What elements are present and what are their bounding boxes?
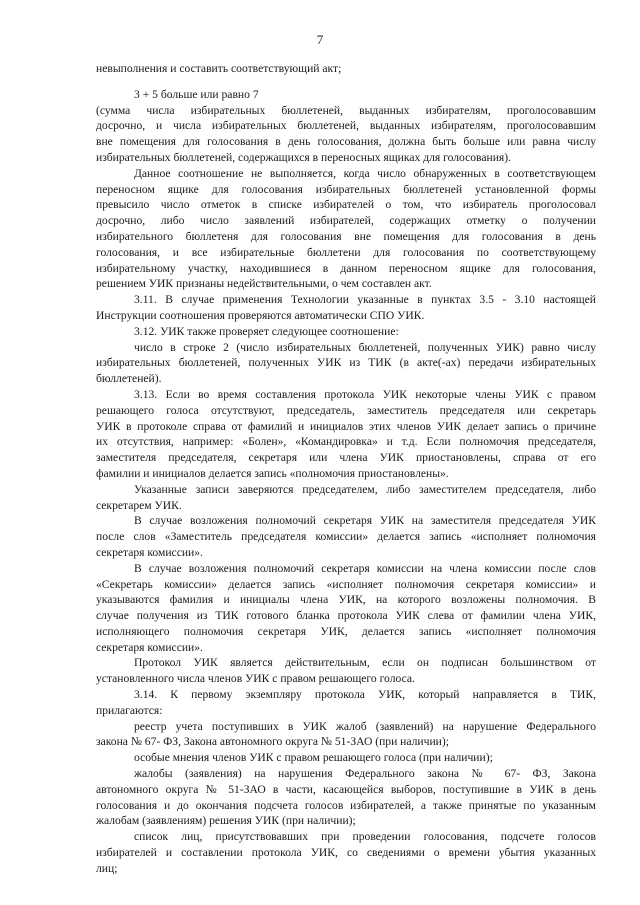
text-line: избирательного бюллетеня для голосования вне помещения для голосования в день [96, 229, 596, 243]
text-line: Указанные записи заверяются председателем, либо заместителем председателя, либо [134, 482, 596, 496]
text-line: избирательных бюллетеней, полученных УИК из ТИК (в акте(-ах) передачи избирательных [96, 356, 596, 370]
text-line: избирательному участку, находившиеся в данном переносном ящике для голосования, [96, 261, 596, 275]
text-line: после слов «Заместитель председателя комиссии» делается запись «исполняет полномочия [96, 530, 596, 544]
text-line: В случае возложения полномочий секретаря комиссии на члена комиссии после слов [134, 561, 596, 575]
text-line: Данное соотношение не выполняется, когда число обнаруженных в соответствующем [134, 166, 596, 180]
text-line: переносном ящике для голосования избирательных бюллетеней установленной формы [96, 182, 596, 196]
text-line: секретаря комиссии». [96, 545, 203, 559]
page-number: 7 [316, 32, 324, 47]
text-line: фамилии и инициалов делается запись «полномочия приостановлены». [96, 466, 449, 480]
text-line: 3 + 5 больше или равно 7 [134, 87, 259, 101]
text-line: «Секретарь комиссии» делается запись «исполняет полномочия секретаря комиссии» и [96, 577, 596, 591]
text-line: решением УИК признаны недействительными, о чем составлен акт. [96, 277, 432, 291]
text-line: жалобам (заявлениям) решения УИК (при наличии); [96, 814, 356, 828]
text-line: невыполнения и составить соответствующий акт; [96, 62, 342, 75]
text-line: Протокол УИК является действительным, если он подписан большинством от [134, 656, 596, 670]
text-line: избирателей и составлении протокола УИК, со сведениями о времени убытия указанных [96, 846, 596, 860]
text-line: УИК в протоколе справа от фамилий и инициалов этих членов УИК делает запись о причине [96, 419, 596, 433]
text-line: их отсутствия, например: «Болен», «Командировка» и т.д. Если полномочия председателя, [96, 435, 596, 449]
text-line: голосования и до окончания подсчета голосов избирателей, а также принятые по указанным [96, 798, 596, 812]
text-line: избирательных бюллетеней, содержащихся в переносных ящиках для голосования). [96, 150, 511, 164]
text-line: особые мнения членов УИК с правом решающего голоса (при наличии); [134, 751, 493, 765]
text-line: указываются фамилия и инициалы члена УИК, на которого возложены полномочия. В [96, 593, 596, 607]
text-line: голосования, и все избирательные бюллетени для голосования по соответствующему [96, 245, 596, 259]
text-line: секретаря комиссии». [96, 640, 203, 654]
text-line: случае получения из ТИК готового бланка протокола УИК слева от фамилии члена УИК, [96, 609, 596, 623]
text-line: (сумма числа избирательных бюллетеней, выданных избирателям, проголосовавшим [96, 103, 596, 117]
text-line: 3.14. К первому экземпляру протокола УИК, который направляется в ТИК, [134, 688, 596, 702]
text-line: список лиц, присутствовавших при проведении голосования, подсчете голосов [134, 830, 596, 844]
text-line: вне помещения для голосования в день голосования, должна быть больше или равна числу [96, 135, 596, 149]
text-line: 3.11. В случае применения Технологии указанные в пунктах 3.5 - 3.10 настоящей [134, 293, 596, 307]
text-line: лиц; [96, 861, 118, 875]
text-line: 3.13. Если во время составления протокола УИК некоторые члены УИК с правом [134, 387, 596, 401]
text-line: закона № 67- ФЗ, Закона автономного округа № 51-ЗАО (при наличии); [96, 735, 449, 749]
text-line: жалобы (заявления) на нарушения Федерального закона № 67- ФЗ, Закона [134, 767, 596, 781]
text-line: решающего голоса отсутствуют, председатель, заместитель председателя или секретарь [96, 403, 596, 417]
text-line: число в строке 2 (число избирательных бюллетеней, полученных УИК) равно числу [134, 340, 596, 354]
text-line: заместителя председателя, секретаря или члена УИК приостановлены, справа от его [96, 451, 596, 465]
text-line: Инструкции соотношения проверяются автоматически СПО УИК. [96, 308, 425, 322]
text-line: реестр учета поступивших в УИК жалоб (заявлений) на нарушение Федерального [134, 719, 596, 733]
text-line: 3.12. УИК также проверяет следующее соотношение: [134, 324, 399, 338]
paragraph-gap [96, 77, 596, 87]
text-line: досрочно, и числа избирательных бюллетеней, выданных избирателям, проголосовавшим [96, 119, 596, 133]
text-line: досрочно, либо число заявлений избирателей, содержащих отметку о получении [96, 214, 596, 228]
document-body [96, 61, 596, 877]
text-line: превысило число отметок в списке избирателей о том, что избиратель проголосовал [96, 198, 596, 212]
text-line: автономного округа № 51-ЗАО в части, касающейся выборов, поступившие в УИК в день [96, 782, 596, 796]
text-line: исполняющего полномочия секретаря УИК, делается запись «исполняет полномочия [96, 624, 596, 638]
text-line: бюллетеней). [96, 372, 162, 386]
text-line: установленного числа членов УИК с правом решающего голоса. [96, 672, 415, 686]
text-line: В случае возложения полномочий секретаря УИК на заместителя председателя УИК [134, 514, 596, 528]
text-line: секретарем УИК. [96, 498, 182, 512]
text-line: прилагаются: [96, 703, 163, 717]
